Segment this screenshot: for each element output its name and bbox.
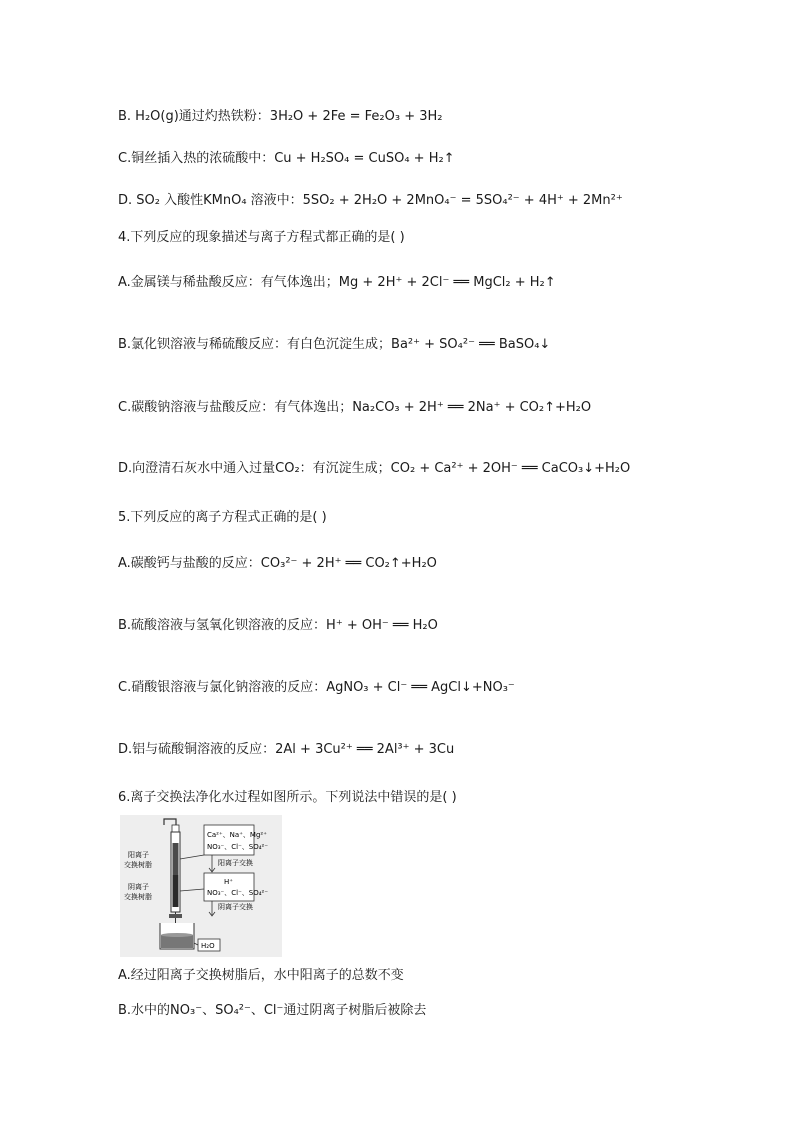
label-anion-resin-1: 阴离子	[128, 883, 149, 891]
label-cation-resin-2: 交换树脂	[124, 861, 152, 869]
option-d-q4: D.向澄清石灰水中通入过量CO₂：有沉淀生成；CO₂ + Ca²⁺ + 2OH⁻ ══ CaCO₃↓+H₂O	[118, 461, 631, 476]
box3-water: H₂O	[201, 942, 215, 950]
question-4: 4.下列反应的现象描述与离子方程式都正确的是( )	[118, 230, 405, 245]
option-a-q5: A.碳酸钙与盐酸的反应：CO₃²⁻ + 2H⁺ ══ CO₂↑+H₂O	[118, 556, 437, 571]
option-b-q3: B. H₂O(g)通过灼热铁粉：3H₂O + 2Fe = Fe₂O₃ + 3H₂	[118, 109, 443, 124]
question-5: 5.下列反应的离子方程式正确的是( )	[118, 510, 327, 525]
option-a-q6: A.经过阳离子交换树脂后，水中阳离子的总数不变	[118, 968, 404, 983]
option-c-q3: C.铜丝插入热的浓硫酸中：Cu + H₂SO₄ = CuSO₄ + H₂↑	[118, 151, 455, 166]
option-d-q3: D. SO₂ 入酸性KMnO₄ 溶液中：5SO₂ + 2H₂O + 2MnO₄⁻ = 5SO₄²⁻ + 4H⁺ + 2Mn²⁺	[118, 193, 623, 208]
option-d-q5: D.铝与硫酸铜溶液的反应：2Al + 3Cu²⁺ ══ 2Al³⁺ + 3Cu	[118, 742, 455, 757]
box2-hydrogen: H⁺	[224, 878, 233, 886]
box2-anions: NO₃⁻、Cl⁻、SO₄²⁻	[207, 889, 269, 897]
box1-cations: Ca²⁺、Na⁺、Mg²⁺	[207, 831, 267, 839]
option-b-q6: B.水中的NO₃⁻、SO₄²⁻、Cl⁻通过阴离子树脂后被除去	[118, 1003, 427, 1018]
option-b-q5: B.硫酸溶液与氢氧化钡溶液的反应：H⁺ + OH⁻ ══ H₂O	[118, 618, 438, 633]
arrow-anion-exchange: 阴离子交换	[218, 903, 253, 911]
label-anion-resin-2: 交换树脂	[124, 893, 152, 901]
question-6: 6.离子交换法净化水过程如图所示。下列说法中错误的是( )	[118, 790, 457, 805]
option-c-q5: C.硝酸银溶液与氯化钠溶液的反应：AgNO₃ + Cl⁻ ══ AgCl↓+NO₃⁻	[118, 680, 515, 695]
arrow-cation-exchange: 阳离子交换	[218, 859, 253, 867]
label-cation-resin-1: 阳离子	[128, 851, 149, 859]
ion-exchange-diagram	[120, 815, 282, 957]
option-c-q4: C.碳酸钠溶液与盐酸反应：有气体逸出；Na₂CO₃ + 2H⁺ ══ 2Na⁺ + CO₂↑+H₂O	[118, 400, 592, 415]
option-a-q4: A.金属镁与稀盐酸反应：有气体逸出；Mg + 2H⁺ + 2Cl⁻ ══ MgCl₂ + H₂↑	[118, 275, 556, 290]
box1-anions: NO₃⁻、Cl⁻、SO₄²⁻	[207, 843, 269, 851]
option-b-q4: B.氯化钡溶液与稀硫酸反应：有白色沉淀生成；Ba²⁺ + SO₄²⁻ ══ BaSO₄↓	[118, 337, 551, 352]
